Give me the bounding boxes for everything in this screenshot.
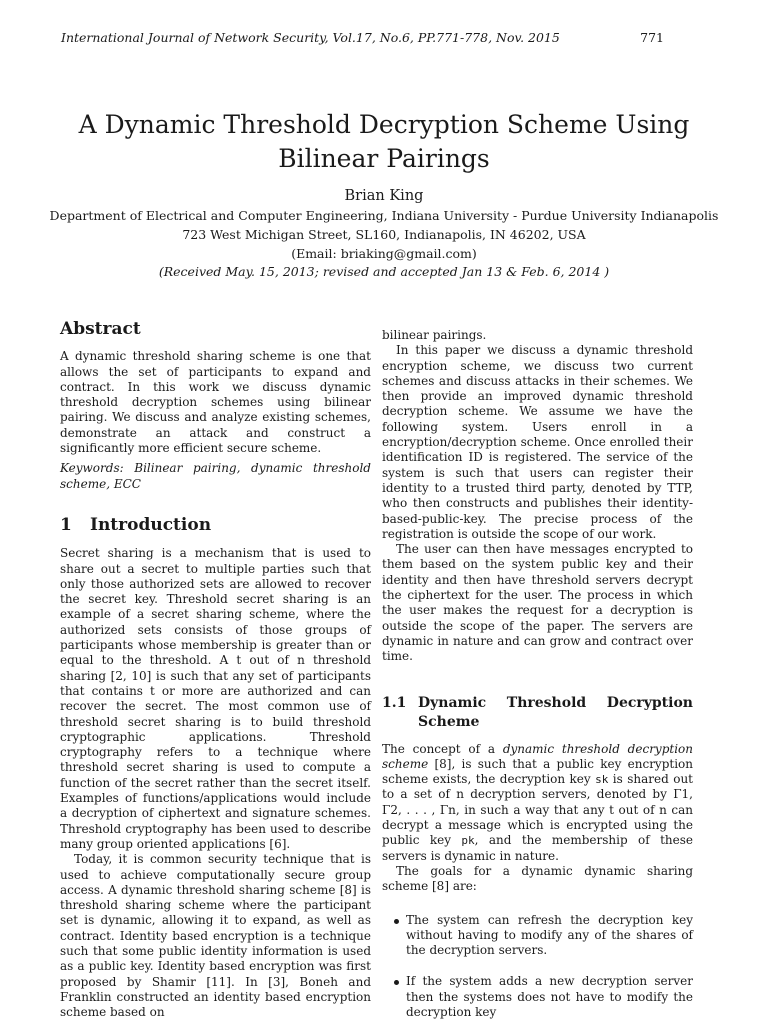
text-run: [8], is such that a public key encryption scheme exists, the decryption key bbox=[382, 756, 693, 787]
intro-paragraph-2: Today, it is common security technique that is used to achieve computationally secure group access. A dynamic threshold sharing scheme [8] is threshold sharing scheme where the participant set is dynamic, allowing it to expand, as well as contract. Identity based encryption is a technique such that some public identity information is used as a public key. Identity based encryption was first proposed by Shamir [11]. In [3], Boneh and Franklin constructed an identity based encryption scheme based on bbox=[60, 852, 371, 1020]
affiliation-address: 723 West Michigan Street, SL160, Indianapolis, IN 46202, USA bbox=[182, 227, 586, 242]
goals-list bbox=[382, 913, 693, 1021]
subsection-word-4: Scheme bbox=[418, 713, 480, 730]
public-key-symbol: pk bbox=[461, 834, 475, 848]
list-item bbox=[382, 913, 693, 959]
running-head bbox=[61, 30, 664, 45]
continued-text: bilinear pairings. bbox=[382, 328, 487, 342]
subsection-heading bbox=[382, 694, 693, 732]
section-title: Introduction bbox=[90, 514, 212, 535]
subsection-paragraph-2: The goals for a dynamic dynamic sharing scheme [8] are: bbox=[382, 863, 693, 894]
intro-paragraph-1: Secret sharing is a mechanism that is used to share out a secret to multiple parties such that only those authorized sets are allowed to recover the secret key. Threshold secret sharing is an example of a secret sharing scheme, where the authorized sets consists of those groups of participants whose membership is greater than or equal to the threshold. A t out of n threshold sharing [2, 10] is such that any set of participants that contains t or more are authorized and can recover the secret. The most common use of threshold secret sharing is to build threshold cryptographic applications. Threshold cryptography refers to a technique where threshold secret sharing is used to compute a function of the secret rather than the secret itself. Examples of functions/applications would include a decryption of ciphertext and signature schemes. Threshold cryptography has been used to describe many group oriented applications [6]. bbox=[60, 546, 371, 851]
subsection-word-1: Dynamic bbox=[418, 694, 487, 711]
text-run: , and the membership of these servers is dynamic in nature. bbox=[382, 833, 693, 863]
subsection-word-3: Decryption bbox=[606, 694, 693, 711]
bullet-icon bbox=[394, 980, 399, 985]
bullet-icon bbox=[394, 919, 399, 924]
left-column bbox=[60, 320, 371, 1020]
received-dates: (Received May. 15, 2013; revised and accepted Jan 13 & Feb. 6, 2014 ) bbox=[158, 264, 610, 279]
affiliation-email: (Email: briaking@gmail.com) bbox=[291, 246, 477, 261]
page-number: 771 bbox=[640, 30, 664, 45]
list-item bbox=[382, 974, 693, 1020]
list-item-text: The system can refresh the decryption key without having to modify any of the shares of the decryption servers. bbox=[406, 912, 693, 958]
subsection-number: 1.1 bbox=[382, 694, 407, 711]
keywords: Keywords: Bilinear pairing, dynamic threshold scheme, ECC bbox=[60, 461, 371, 491]
intro-paragraph-4: The user can then have messages encrypted to them based on the system public key and their identity and then have threshold servers decrypt the ciphertext for the user. The process in which the user makes the request for a decryption is outside the scope of the paper. The servers are dynamic in nature and can grow and contract over time. bbox=[382, 542, 693, 664]
paper-title: A Dynamic Threshold Decryption Scheme Using Bilinear Pairings bbox=[78, 110, 690, 173]
journal-citation: International Journal of Network Security, Vol.17, No.6, PP.771-778, Nov. 2015 bbox=[61, 30, 560, 45]
affiliation-department: Department of Electrical and Computer Engineering, Indiana University - Purdue University Indianapolis bbox=[49, 208, 719, 223]
subsection-paragraph-1 bbox=[382, 742, 693, 864]
abstract-heading: Abstract bbox=[60, 319, 141, 339]
subsection-word-2: Threshold bbox=[506, 694, 587, 711]
secret-key-symbol: sk bbox=[595, 773, 609, 787]
text-run: is shared out to a set of n decryption servers, denoted by Γ1, Γ2, . . . , Γn, in such a way that any t out of n can decrypt a message which is encrypted using the public key bbox=[382, 772, 693, 848]
right-column bbox=[382, 328, 693, 1036]
list-item-text: If the system adds a new decryption server then the systems does not have to modify the decryption key bbox=[406, 974, 693, 1019]
intro-paragraph-3: In this paper we discuss a dynamic threshold encryption scheme, we discuss two current schemes and discuss attacks in their schemes. We then provide an improved dynamic threshold decryption scheme. We assume we have the following system. Users enroll in a encryption/decryption scheme. Once enrolled their identification ID is registered. The service of the system is such that users can register their identity to a trusted third party, denoted by TTP, who then constructs and publishes their identity-based-public-key. The precise process of the registration is outside the scope of our work. bbox=[382, 343, 693, 541]
section-number: 1 bbox=[60, 514, 72, 535]
text-run-italic: dynamic threshold decryption scheme bbox=[382, 741, 693, 771]
author-name: Brian King bbox=[344, 188, 424, 204]
introduction-heading bbox=[60, 514, 371, 535]
abstract-text: A dynamic threshold sharing scheme is one that allows the set of participants to expand and contract. In this work we discuss dynamic threshold decryption schemes using bilinear pairing. We discuss and analyze existing schemes, demonstrate an attack and construct a significantly more efficient secure scheme. bbox=[60, 349, 371, 456]
text-run: The concept of a bbox=[382, 741, 503, 756]
